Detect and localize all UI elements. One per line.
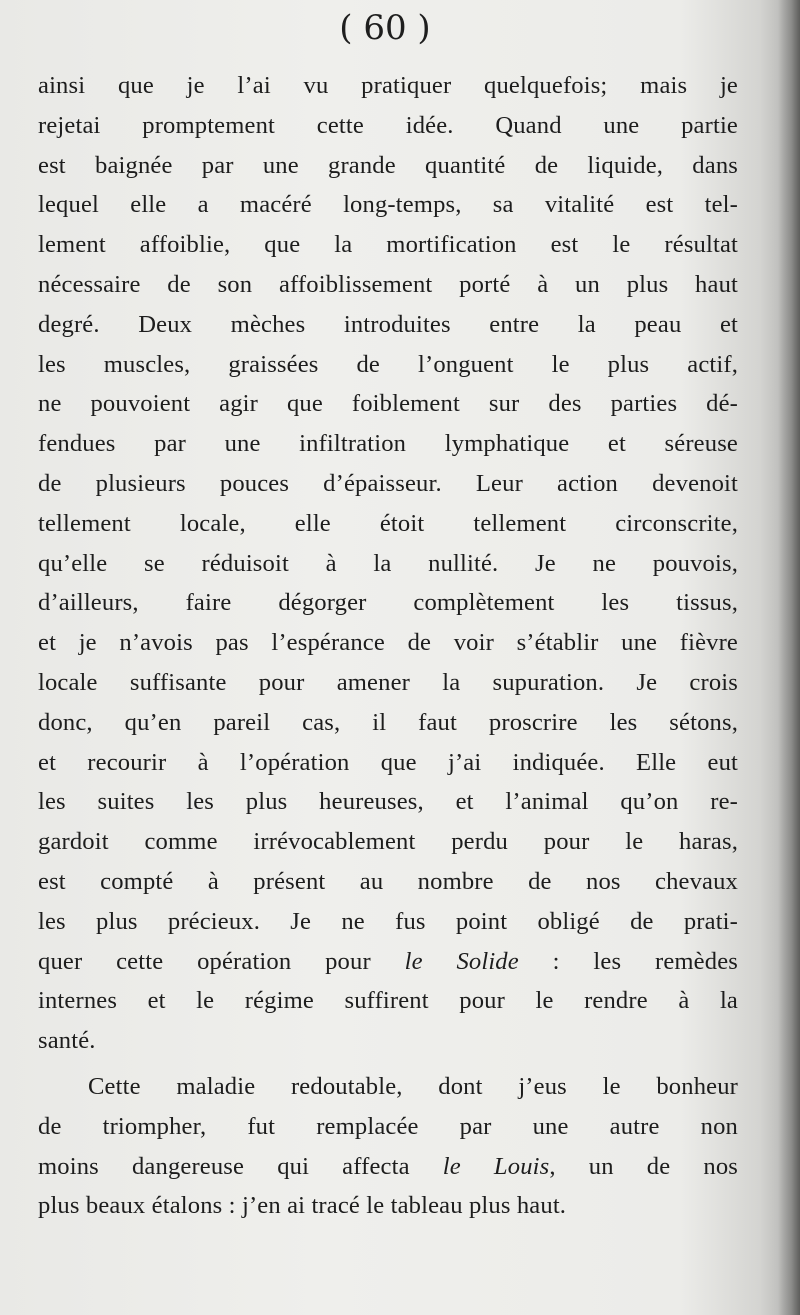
text-line (38, 703, 738, 743)
text-run: est baignée par une grande quantité de liquide, dans (38, 151, 738, 179)
text-line (38, 146, 738, 186)
text-line (38, 345, 738, 385)
text-line (38, 1107, 738, 1147)
text-run: les muscles, graissées de l’onguent le plus actif, (38, 350, 738, 378)
text-line (38, 623, 738, 663)
italic-text: le Louis (442, 1152, 550, 1180)
text-run: qu’elle se réduisoit à la nullité. Je ne pouvois, (38, 549, 738, 577)
text-line (38, 66, 738, 106)
text-run: locale suffisante pour amener la supuration. Je crois (38, 668, 738, 696)
text-run: plus beaux étalons : j’en ai tracé le tableau plus haut. (38, 1192, 567, 1220)
text-run: : les remèdes (518, 947, 738, 975)
text-run: est compté à présent au nombre de nos chevaux (38, 867, 738, 895)
text-line (38, 424, 738, 464)
text-run: moins dangereuse qui affecta (38, 1152, 443, 1180)
text-run: et recourir à l’opération que j’ai indiquée. Elle eut (38, 748, 738, 776)
text-line (38, 265, 738, 305)
paragraph (38, 1067, 738, 1226)
text-run: lement affoiblie, que la mortification est le résultat (38, 231, 738, 259)
text-line (38, 1067, 738, 1107)
text-run: de triompher, fut remplacée par une autre non (38, 1112, 738, 1140)
body-text (38, 66, 738, 1226)
text-run: de plusieurs pouces d’épaisseur. Leur action devenoit (38, 469, 738, 497)
text-run: Cette maladie redoutable, dont j’eus le bonheur (88, 1072, 738, 1100)
text-run: ne pouvoient agir que foiblement sur des parties dé- (38, 390, 738, 418)
text-run: gardoit comme irrévocablement perdu pour le haras, (38, 828, 738, 856)
text-line (38, 1186, 738, 1226)
text-run: rejetai promptement cette idée. Quand une partie (38, 111, 738, 139)
page-number: ( 60 ) (339, 8, 431, 48)
text-run: et je n’avois pas l’espérance de voir s’établir une fièvre (38, 629, 738, 657)
text-run: lequel elle a macéré long-temps, sa vitalité est tel- (38, 191, 738, 219)
text-line (38, 942, 738, 982)
text-run: internes et le régime suffirent pour le rendre à la (38, 987, 738, 1015)
text-line (38, 782, 738, 822)
text-line (38, 504, 738, 544)
text-line (38, 106, 738, 146)
text-run: d’ailleurs, faire dégorger complètement les tissus, (38, 589, 738, 617)
text-line (38, 1021, 738, 1061)
text-line (38, 1147, 738, 1187)
text-line (38, 981, 738, 1021)
paragraph (38, 66, 738, 1061)
text-run: fendues par une infiltration lymphatique et séreuse (38, 430, 738, 458)
text-line (38, 185, 738, 225)
text-line (38, 663, 738, 703)
text-run: degré. Deux mèches introduites entre la peau et (38, 310, 738, 338)
text-run: tellement locale, elle étoit tellement circonscrite, (38, 509, 738, 537)
italic-text: le Solide (404, 947, 519, 975)
text-line (38, 583, 738, 623)
text-line (38, 544, 738, 584)
page-edge-shadow (778, 0, 800, 1315)
text-line (38, 743, 738, 783)
text-line (38, 862, 738, 902)
text-run: nécessaire de son affoiblissement porté à un plus haut (38, 270, 738, 298)
text-line (38, 464, 738, 504)
text-line (38, 384, 738, 424)
text-line (38, 305, 738, 345)
text-run: les plus précieux. Je ne fus point obligé de prati- (38, 907, 738, 935)
text-run: ainsi que je l’ai vu pratiquer quelquefois; mais je (38, 72, 738, 99)
text-line (38, 225, 738, 265)
text-run: les suites les plus heureuses, et l’animal qu’on re- (38, 788, 738, 816)
text-line (38, 822, 738, 862)
text-line (38, 902, 738, 942)
text-run: santé. (38, 1027, 96, 1055)
text-run: donc, qu’en pareil cas, il faut proscrire les sétons, (38, 708, 738, 736)
text-run: , un de nos (549, 1152, 739, 1180)
text-run: quer cette opération pour (38, 947, 405, 975)
